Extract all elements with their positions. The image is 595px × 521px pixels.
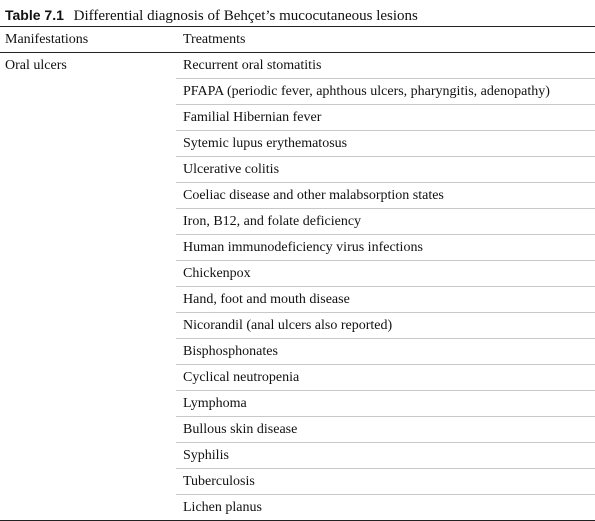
table-row: Hand, foot and mouth disease	[176, 287, 595, 313]
table-caption	[5, 5, 418, 25]
table-row: Ulcerative colitis	[176, 157, 595, 183]
table-row: Sytemic lupus erythematosus	[176, 131, 595, 157]
table-row: Human immunodeficiency virus infections	[176, 235, 595, 261]
table-row: Bullous skin disease	[176, 417, 595, 443]
table-row: Iron, B12, and folate deficiency	[176, 209, 595, 235]
table-row: Tuberculosis	[176, 469, 595, 495]
table-row: PFAPA (periodic fever, aphthous ulcers, pharyngitis, adenopathy)	[176, 79, 595, 105]
table-row: Chickenpox	[176, 261, 595, 287]
table-row: Recurrent oral stomatitis	[176, 53, 595, 79]
table-row: Syphilis	[176, 443, 595, 469]
table-row: Familial Hibernian fever	[176, 105, 595, 131]
table-row: Lichen planus	[183, 500, 262, 515]
table-row: Coeliac disease and other malabsorption states	[176, 183, 595, 209]
table-header-row	[0, 27, 595, 52]
table-title: Differential diagnosis of Behçet’s mucocutaneous lesions	[73, 8, 418, 24]
table-label: Table 7.1	[5, 7, 64, 23]
treatment-list	[176, 53, 595, 520]
table-row: Bisphosphonates	[176, 339, 595, 365]
manifestation-cell: Oral ulcers	[5, 58, 67, 73]
table-body	[0, 53, 595, 520]
table-row: Nicorandil (anal ulcers also reported)	[176, 313, 595, 339]
table-row: Cyclical neutropenia	[176, 365, 595, 391]
treatments-header: Treatments	[183, 32, 246, 47]
table-row: Lymphoma	[176, 391, 595, 417]
manifestations-header: Manifestations	[5, 32, 89, 47]
